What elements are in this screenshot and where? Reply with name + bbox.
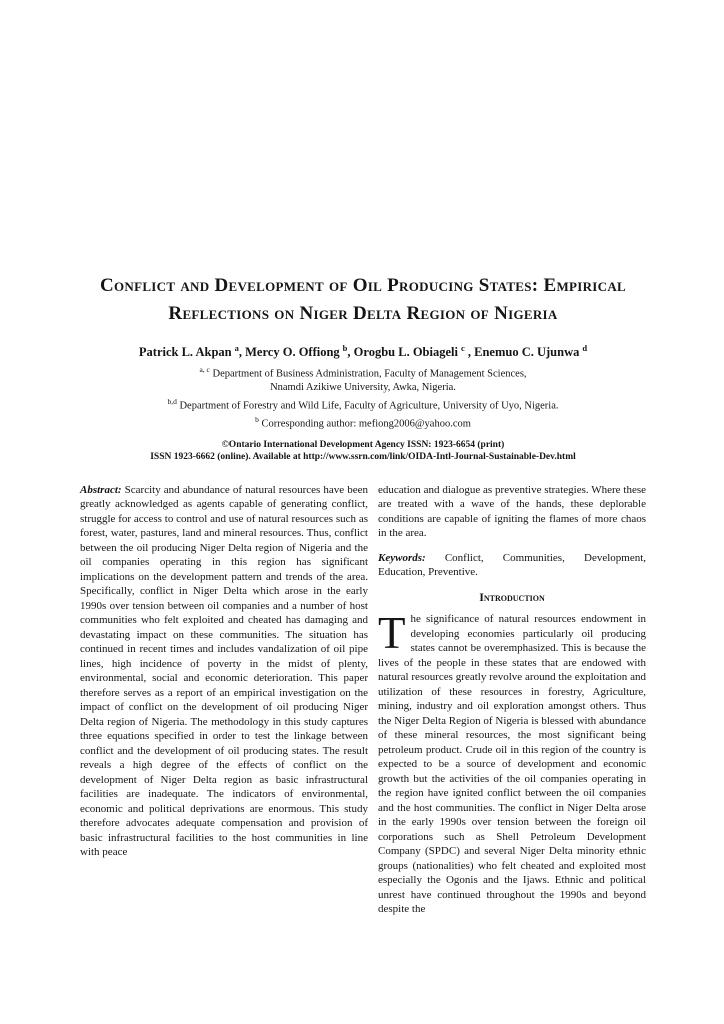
author-separator: ,: [238, 345, 246, 360]
affiliations-block: [80, 363, 646, 431]
page-title: Conflict and Development of Oil Producing States: Empirical Reflections on Niger Delta Region of Nigeria: [99, 275, 627, 324]
author-separator: ,: [347, 345, 354, 360]
author-sup: b: [342, 343, 348, 353]
affiliation-text: Nnamdi Azikiwe University, Awka, Nigeria.: [270, 382, 456, 394]
affiliation-text corresponding-author-email: Corresponding author: mefiong2006@yahoo.com: [258, 418, 471, 430]
author-name: Orogbu L. Obiageli: [353, 345, 458, 360]
author-name: Mercy O. Offiong: [245, 345, 340, 360]
affiliation-line: [80, 413, 646, 431]
affiliation-line: [80, 363, 646, 381]
affiliation-sup: b: [255, 414, 259, 424]
author-name: Patrick L. Akpan: [138, 345, 232, 360]
author-separator: ,: [464, 345, 475, 360]
abstract-label: Abstract:: [80, 483, 122, 496]
column-left: [80, 483, 368, 917]
abstract-continuation-paragraph: education and dialogue as preventive strategies. Where these are treated with a wave of the hands, these deplorable conditions are capable of igniting the flames of more chaos in the area.: [378, 483, 646, 540]
imprint-line-copyright-issn-print: ©Ontario International Development Agency ISSN: 1923-6654 (print): [221, 439, 505, 450]
affiliation-sup: b,d: [167, 396, 177, 406]
affiliation-line: [80, 395, 646, 413]
author-name: Enemuo C. Ujunwa: [474, 345, 580, 360]
keywords-text: Conflict, Communities, Development, Education, Preventive.: [378, 551, 647, 579]
journal-imprint: [80, 439, 646, 464]
page-content: [80, 272, 646, 917]
affiliation-sup: a, c: [199, 365, 210, 375]
abstract-text: Scarcity and abundance of natural resources have been greatly acknowledged as agents capable of generating conflict, struggle for access to control and use of natural resources such as forest, water, pastures, land and mineral resources. Thus, conflict between the oil producing Niger Delta region of Nigeria and the oil companies operating in this region has significant implications on the development pattern and trends of the area. Specifically, conflict in Niger Delta which arose in the early 1990s over tension between oil companies and a number of host communities who felt exploited and cheated has damaging and devastating impact on these communities. The situation has continued in recent times and includes vandalization of oil pipe lines, high incidence of poverty in the midst of plenty, environmental, social and economic deterioration. This paper therefore serves as a report of an empirical investigation on the impact of conflict on the development of oil producing Niger Delta region of Nigeria. The methodology in this study captures three equations specified in order to test the linkage between conflict and the development of oil producing states. The result reveals a high degree of the effects of conflict on the development of Niger Delta region as basic infrastructural facilities are inadequate. The indicators of environmental, economic and political deprivations are enormous. This study therefore advocates adequate compensation and provision of basic infrastructural facilities to the host communities in line with peace: [80, 483, 369, 859]
author-sup: c: [460, 343, 465, 353]
author-sup: a: [234, 343, 239, 353]
authors-line: [80, 343, 646, 360]
affiliation-line: [80, 381, 646, 395]
column-right: [378, 483, 646, 917]
author-sup: d: [582, 343, 588, 353]
affiliation-text: Department of Forestry and Wild Life, Faculty of Agriculture, University of Uyo, Nigeria.: [176, 400, 559, 412]
introduction-paragraph: The significance of natural resources endowment in developing economies particularly oil producing states cannot be overemphasized. This is because the lives of the people in these states that are endowed with natural resources greatly revolve around the exploitation and utilization of these resources in forestry, Agriculture, mining, industry and oil exploration amongst others. Thus the Niger Delta Region of Nigeria is blessed with abundance of these mineral resources, the most significant being petroleum product. Crude oil in this region of the country is expected to be a source of development and economic growth but the activities of the oil companies operating in the region have ignited conflict between the oil companies and the host communities. The conflict in Niger Delta arose in the early 1990s over tension between the foreign oil corporations such as Shell Petroleum Development Company (SPDC) and several Niger Delta minority ethnic groups (nationalities) who felt cheated and exploited most especially the Ogonis and the Ijaws. Ethnic and political unrest have continued throughout the 1990s and beyond despite the: [378, 608, 646, 916]
two-column-body: [80, 483, 646, 917]
abstract-paragraph: [80, 483, 368, 860]
affiliation-text: Department of Business Administration, Faculty of Management Sciences,: [209, 368, 527, 380]
keywords-label: Keywords:: [378, 551, 426, 564]
introduction-heading: Introduction: [479, 589, 545, 604]
imprint-line-issn-online-url: ISSN 1923-6662 (online). Available at http://www.ssrn.com/link/OIDA-Intl-Journal-Sustainable-Dev.html: [150, 452, 576, 463]
keywords-paragraph: [378, 551, 646, 580]
